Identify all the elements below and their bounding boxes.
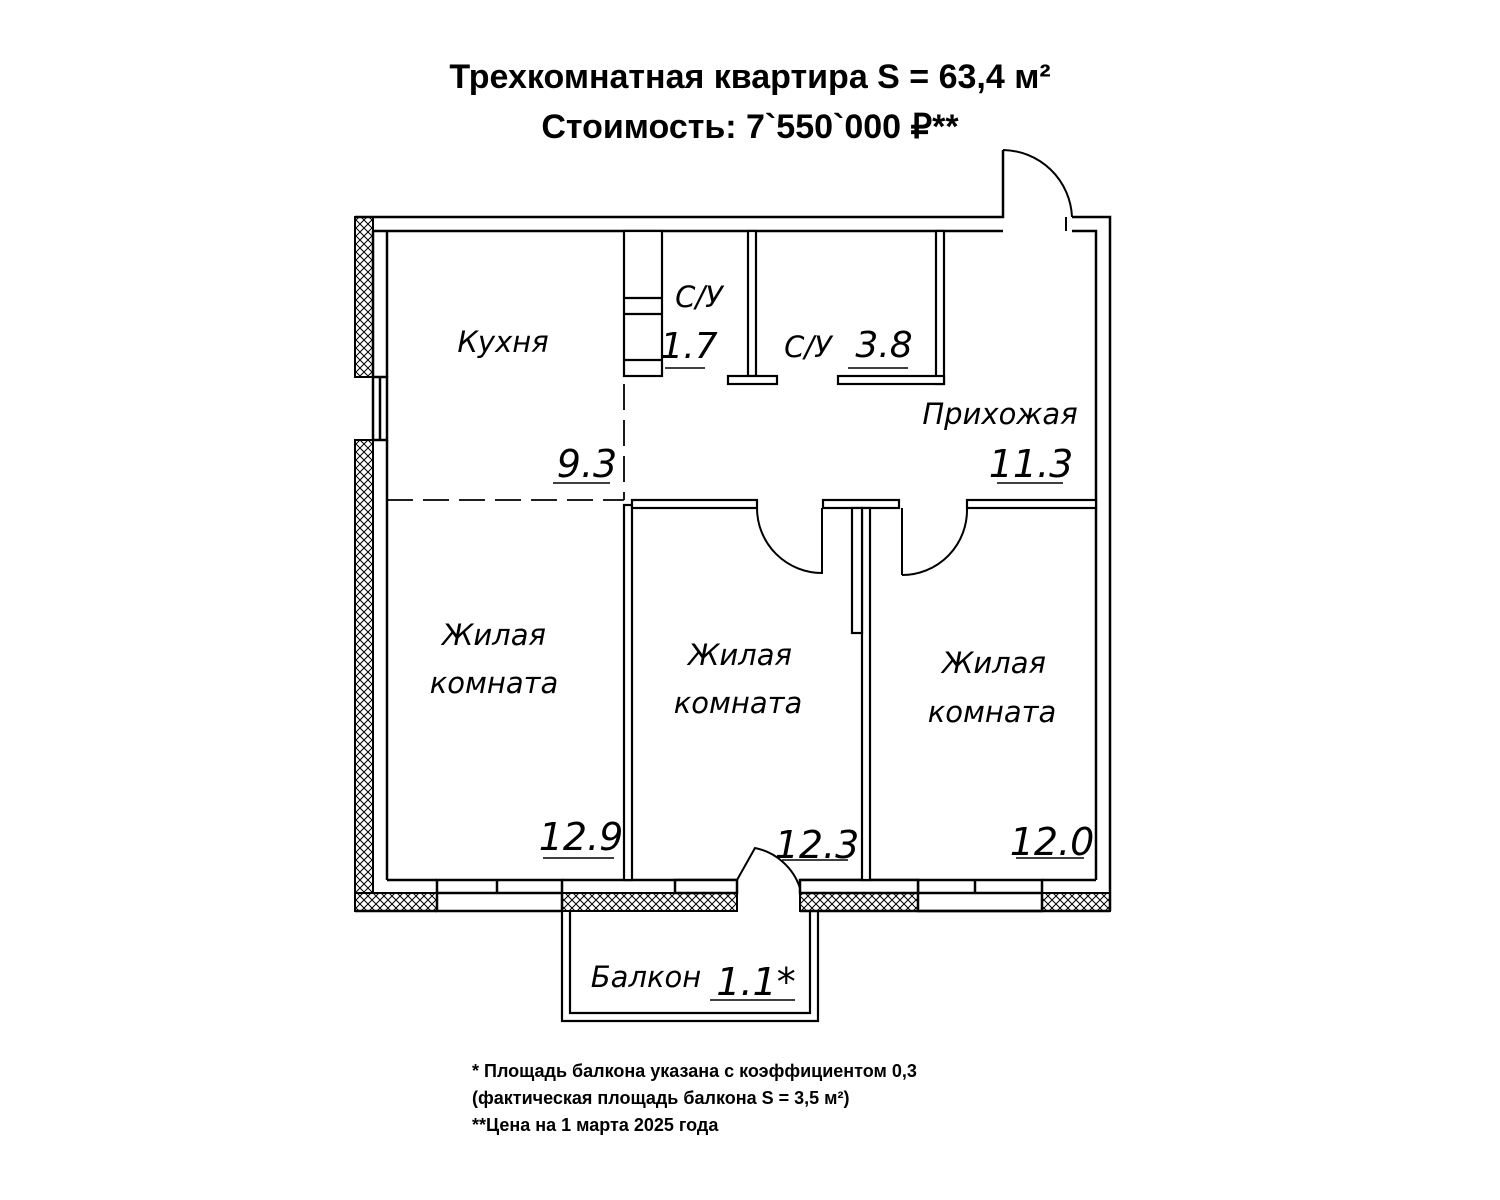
footnote-balcony-actual-area: (фактическая площадь балкона S = 3,5 м²) xyxy=(472,1088,850,1108)
living-1-area: 12.9 xyxy=(538,815,624,859)
wc-small-label: С/У xyxy=(675,280,723,314)
wc-large-label: С/У xyxy=(784,330,832,364)
hallway-area: 11.3 xyxy=(988,442,1074,486)
insulated-walls xyxy=(355,217,1110,911)
apartment-title: Трехкомнатная квартира S = 63,4 м² xyxy=(449,58,1051,96)
wc-large-area: 3.8 xyxy=(855,325,913,366)
living-3-label-line1: Жилая xyxy=(942,646,1046,680)
living-1-label-line2: комната xyxy=(429,666,559,700)
walls xyxy=(355,150,1110,911)
kitchen-area: 9.3 xyxy=(556,442,618,486)
living-3-label-line2: комната xyxy=(927,695,1057,729)
entrance-door xyxy=(1003,150,1072,231)
balcony-label: Балкон xyxy=(590,960,702,994)
wc-small-area: 1.7 xyxy=(660,326,718,367)
footnotes xyxy=(472,1058,917,1139)
balcony-area: 1.1* xyxy=(716,960,796,1004)
living-3-area: 12.0 xyxy=(1009,820,1095,864)
living-2-area: 12.3 xyxy=(774,823,860,867)
living-2-label-line1: Жилая xyxy=(688,638,792,672)
hallway-label: Прихожая xyxy=(922,397,1078,431)
living-1-label-line1: Жилая xyxy=(442,618,546,652)
living-2-label-line2: комната xyxy=(673,686,803,720)
kitchen-label: Кухня xyxy=(457,325,549,359)
footnote-balcony-coefficient: * Площадь балкона указана с коэффициентом 0,3 xyxy=(472,1061,917,1081)
footnote-price-date: **Цена на 1 марта 2025 года xyxy=(472,1115,719,1135)
apartment-price: Стоимость: 7`550`000 ₽** xyxy=(541,108,959,146)
